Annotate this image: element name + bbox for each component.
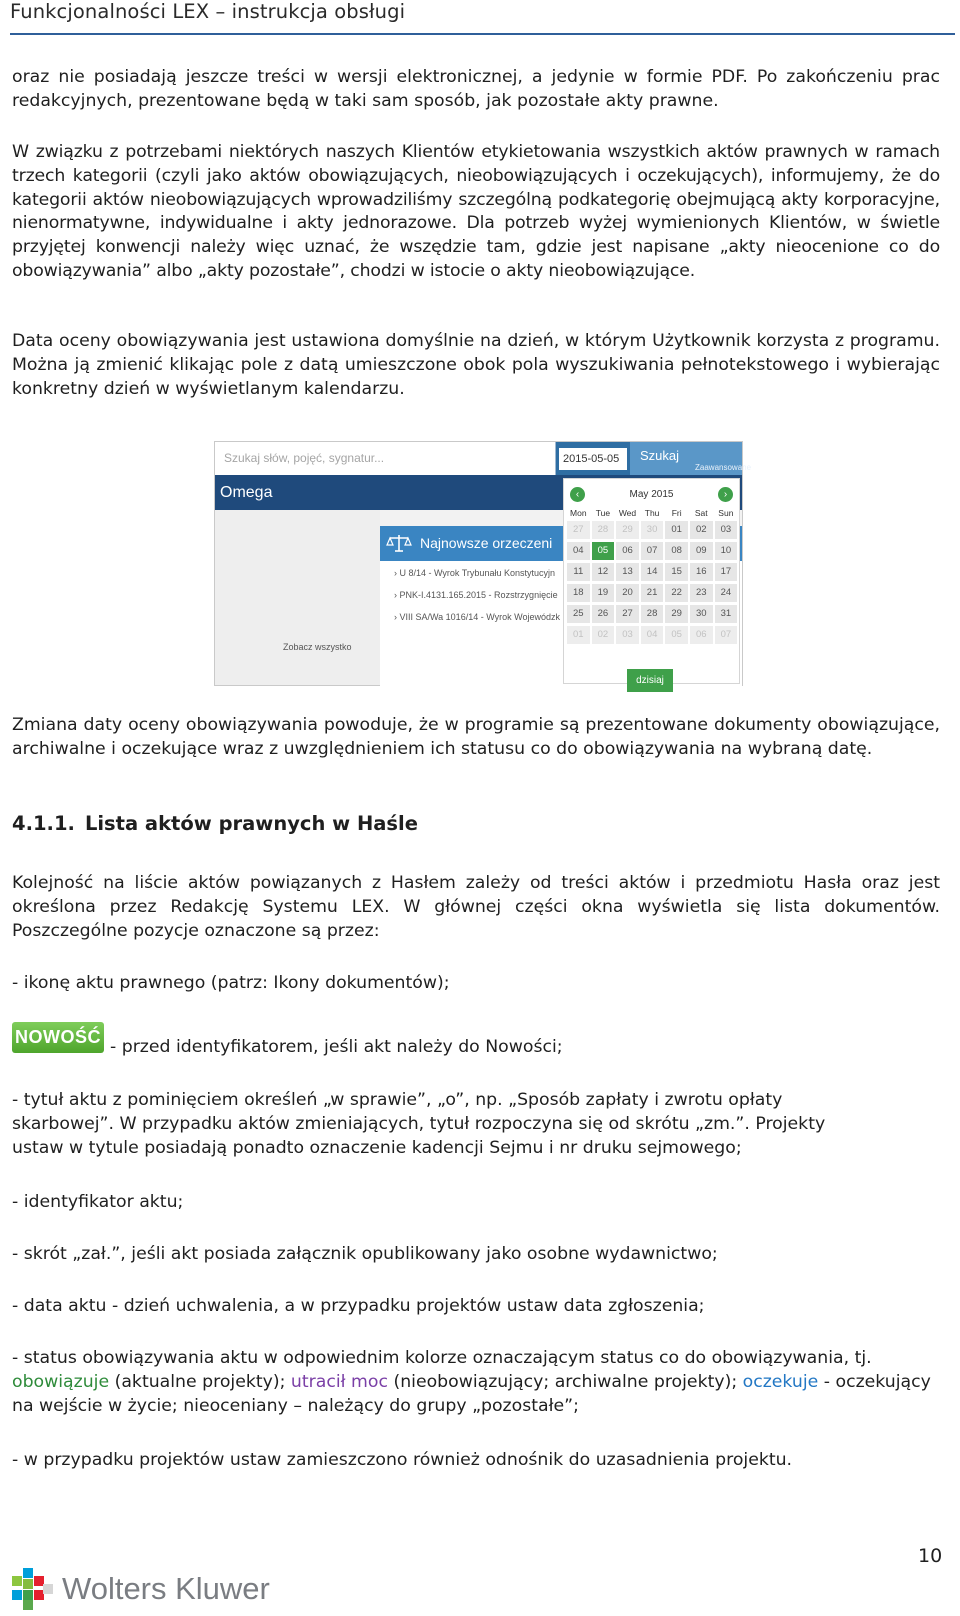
calendar-day: 26 [592, 605, 615, 623]
calendar-day: 30 [690, 605, 713, 623]
calendar-week [566, 584, 738, 602]
paragraph-date-change: Zmiana daty oceny obowiązywania powoduje, że w programie są prezentowane dokumenty obowiązujące, archiwalne i oczekujące wraz z uwzględnieniem ich statusu co do obowiązywania na wybraną datę. [12, 715, 940, 759]
status-valid-desc: (aktualne projekty); [109, 1371, 291, 1392]
figure-date-field: 2015-05-05 [559, 448, 627, 470]
section-title: Lista aktów prawnych w Haśle [84, 812, 418, 835]
calendar-week [566, 563, 738, 581]
figure-search-input: Szukaj słów, pojęć, sygnatur... [215, 442, 556, 475]
list-item-new: - przed identyfikatorem, jeśli akt należy do Nowości; [110, 1037, 563, 1057]
status-expired-desc: (nieobowiązujący; archiwalne projekty); [387, 1371, 743, 1392]
calendar-week [566, 542, 738, 560]
wolters-kluwer-logo-text: Wolters Kluwer [62, 1571, 270, 1606]
calendar-month: May 2015 [629, 489, 674, 500]
paragraph-pdf-note: oraz nie posiadają jeszcze treści w wersji elektronicznej, a jedynie w formie PDF. Po zakończeniu prac redakcyjnych, prezentowane będą w taki sam sposób, jak pozostałe akty prawne. [12, 67, 940, 111]
calendar-day: 14 [641, 563, 664, 581]
wolters-kluwer-logo-icon [12, 1568, 54, 1610]
weekday-label: Wed [618, 508, 637, 518]
calendar-day: 05 [665, 626, 688, 644]
calendar-day-selected: 05 [592, 542, 615, 560]
calendar-day: 03 [616, 626, 639, 644]
calendar-day: 29 [616, 521, 639, 539]
calendar-day: 07 [641, 542, 664, 560]
status-pending-desc: - oczekujący na wejście w życie; nieoceniany – należący do grupy „pozostałe”; [12, 1371, 931, 1416]
calendar-day: 16 [690, 563, 713, 581]
calendar-day: 06 [616, 542, 639, 560]
figure-news-item: › VIII SA/Wa 1016/14 - Wyrok Wojewódzk [394, 612, 560, 622]
nowosc-badge-label: NOWOŚĆ [15, 1027, 101, 1047]
paragraph-list-order: Kolejność na liście aktów powiązanych z Hasłem zależy od treści aktów i przedmiotu Hasła oraz jest określona przez Redakcję Systemu LEX. W głównej części okna wyświetla się lista dokumentów. Poszczególne pozycje oznaczone są przez: [12, 873, 940, 941]
chevron-right-icon: › [718, 487, 733, 502]
calendar-weekdays [566, 508, 738, 518]
calendar-day: 13 [616, 563, 639, 581]
calendar-day: 29 [665, 605, 688, 623]
calendar-day: 02 [592, 626, 615, 644]
document-title: Funkcjonalności LEX – instrukcja obsługi [10, 0, 406, 23]
figure-panel-header: Najnowsze orzeczeni [380, 526, 742, 561]
page-header [10, 0, 955, 35]
calendar-day: 20 [616, 584, 639, 602]
calendar-grid [566, 508, 738, 644]
figure-left-area [215, 510, 380, 685]
calendar-day: 12 [592, 563, 615, 581]
calendar-day: 30 [641, 521, 664, 539]
status-valid: obowiązuje [12, 1371, 110, 1392]
paragraph-evaluation-date: Data oceny obowiązywania jest ustawiona domyślnie na dzień, w którym Użytkownik korzysta z programu. Można ją zmienić klikając pole z datą umieszczone obok pola wyszukiwania pełnotekstowego i wybierając konkretny dzień w wyświetlanym kalendarzu. [12, 331, 940, 399]
calendar-day: 18 [567, 584, 590, 602]
figure-advanced-link: Zaawansowane [695, 463, 752, 472]
weekday-label: Tue [595, 508, 611, 518]
weekday-label: Fri [671, 508, 682, 518]
weekday-label: Sun [718, 508, 734, 518]
list-item-date: - data aktu - dzień uchwalenia, a w przypadku projektów ustaw data zgłoszenia; [12, 1296, 705, 1316]
calendar-day: 09 [690, 542, 713, 560]
figure-see-all-link: Zobacz wszystko [283, 642, 352, 652]
calendar-day: 19 [592, 584, 615, 602]
list-item-attachment: - skrót „zał.”, jeśli akt posiada załącznik opublikowany jako osobne wydawnictwo; [12, 1244, 718, 1264]
calendar-day: 25 [567, 605, 590, 623]
calendar-day: 27 [567, 521, 590, 539]
list-item-projects: - w przypadku projektów ustaw zamieszczono również odnośnik do uzasadnienia projektu. [12, 1450, 793, 1470]
list-item-status [12, 1347, 942, 1418]
calendar-week [566, 605, 738, 623]
search-calendar-screenshot [214, 441, 752, 686]
chevron-left-icon: ‹ [570, 487, 585, 502]
weekday-label: Mon [570, 508, 587, 518]
figure-product-name: Omega [220, 484, 273, 501]
calendar-week [566, 626, 738, 644]
calendar-day: 27 [616, 605, 639, 623]
calendar-day: 03 [715, 521, 738, 539]
calendar-day: 28 [641, 605, 664, 623]
status-intro: - status obowiązywania aktu w odpowiednim kolorze oznaczającym status co do obowiązywania, tj. [12, 1348, 872, 1368]
list-item-title: - tytuł aktu z pominięciem określeń „w sprawie”, „o”, np. „Sposób zapłaty i zwrotu opłaty skarbowej”. W przypadku aktów zmieniających, tytuł rozpoczyna się od skrótu „zm.”. Projekty ustaw w tytule posiadają ponadto oznaczenie kadencji Sejmu i nr druku sejmowego; [12, 1090, 826, 1158]
calendar-day: 21 [641, 584, 664, 602]
calendar-day: 02 [690, 521, 713, 539]
figure-calendar [563, 478, 740, 684]
calendar-day: 04 [567, 542, 590, 560]
weekday-label: Thu [644, 508, 660, 518]
calendar-week [566, 521, 738, 539]
calendar-day: 01 [665, 521, 688, 539]
calendar-day: 15 [665, 563, 688, 581]
calendar-day: 22 [665, 584, 688, 602]
calendar-day: 28 [592, 521, 615, 539]
calendar-day: 23 [690, 584, 713, 602]
calendar-day: 10 [715, 542, 738, 560]
calendar-day: 06 [690, 626, 713, 644]
status-expired: utracił moc [290, 1371, 388, 1392]
nowosc-badge [12, 1022, 104, 1053]
figure-news-item: › PNK-I.4131.165.2015 - Rozstrzygnięcie [394, 590, 558, 600]
figure-search-button: Szukaj [630, 442, 742, 475]
page-number: 10 [918, 1545, 943, 1567]
calendar-day: 04 [641, 626, 664, 644]
calendar-today-button: dzisiaj [627, 669, 673, 692]
paragraph-categories: W związku z potrzebami niektórych naszych Klientów etykietowania wszystkich aktów prawnych w ramach trzech kategorii (czyli jako aktów obowiązujących, nieobowiązujących i oczekujących), informujemy, że do kategorii aktów nieobowiązujących wprowadziliśmy szczególną podkategorię obejmującą akty korporacyjne, nienormatywne, indywidualne i akty jednorazowe. Dla potrzeb wyżej wymienionych Klientów, w świetle przyjętej konwencji należy więc uznać, że wszędzie tam, gdzie jest napisane „akty nieocenione co do obowiązywania” albo „akty pozostałe”, chodzi w istocie o akty nieobowiązujące. [12, 142, 940, 281]
list-item-icon: - ikonę aktu prawnego (patrz: Ikony dokumentów); [12, 973, 450, 993]
status-pending: oczekuje [742, 1371, 819, 1392]
weekday-label: Sat [694, 508, 708, 518]
section-number: 4.1.1. [12, 812, 75, 835]
calendar-day: 08 [665, 542, 688, 560]
list-item-identifier: - identyfikator aktu; [12, 1192, 184, 1212]
calendar-day: 01 [567, 626, 590, 644]
scales-icon [387, 533, 411, 553]
section-heading [12, 812, 418, 835]
calendar-day: 17 [715, 563, 738, 581]
calendar-day: 24 [715, 584, 738, 602]
calendar-day: 11 [567, 563, 590, 581]
calendar-day: 07 [715, 626, 738, 644]
figure-news-item: › U 8/14 - Wyrok Trybunału Konstytucyjn [394, 568, 555, 578]
calendar-day: 31 [715, 605, 738, 623]
